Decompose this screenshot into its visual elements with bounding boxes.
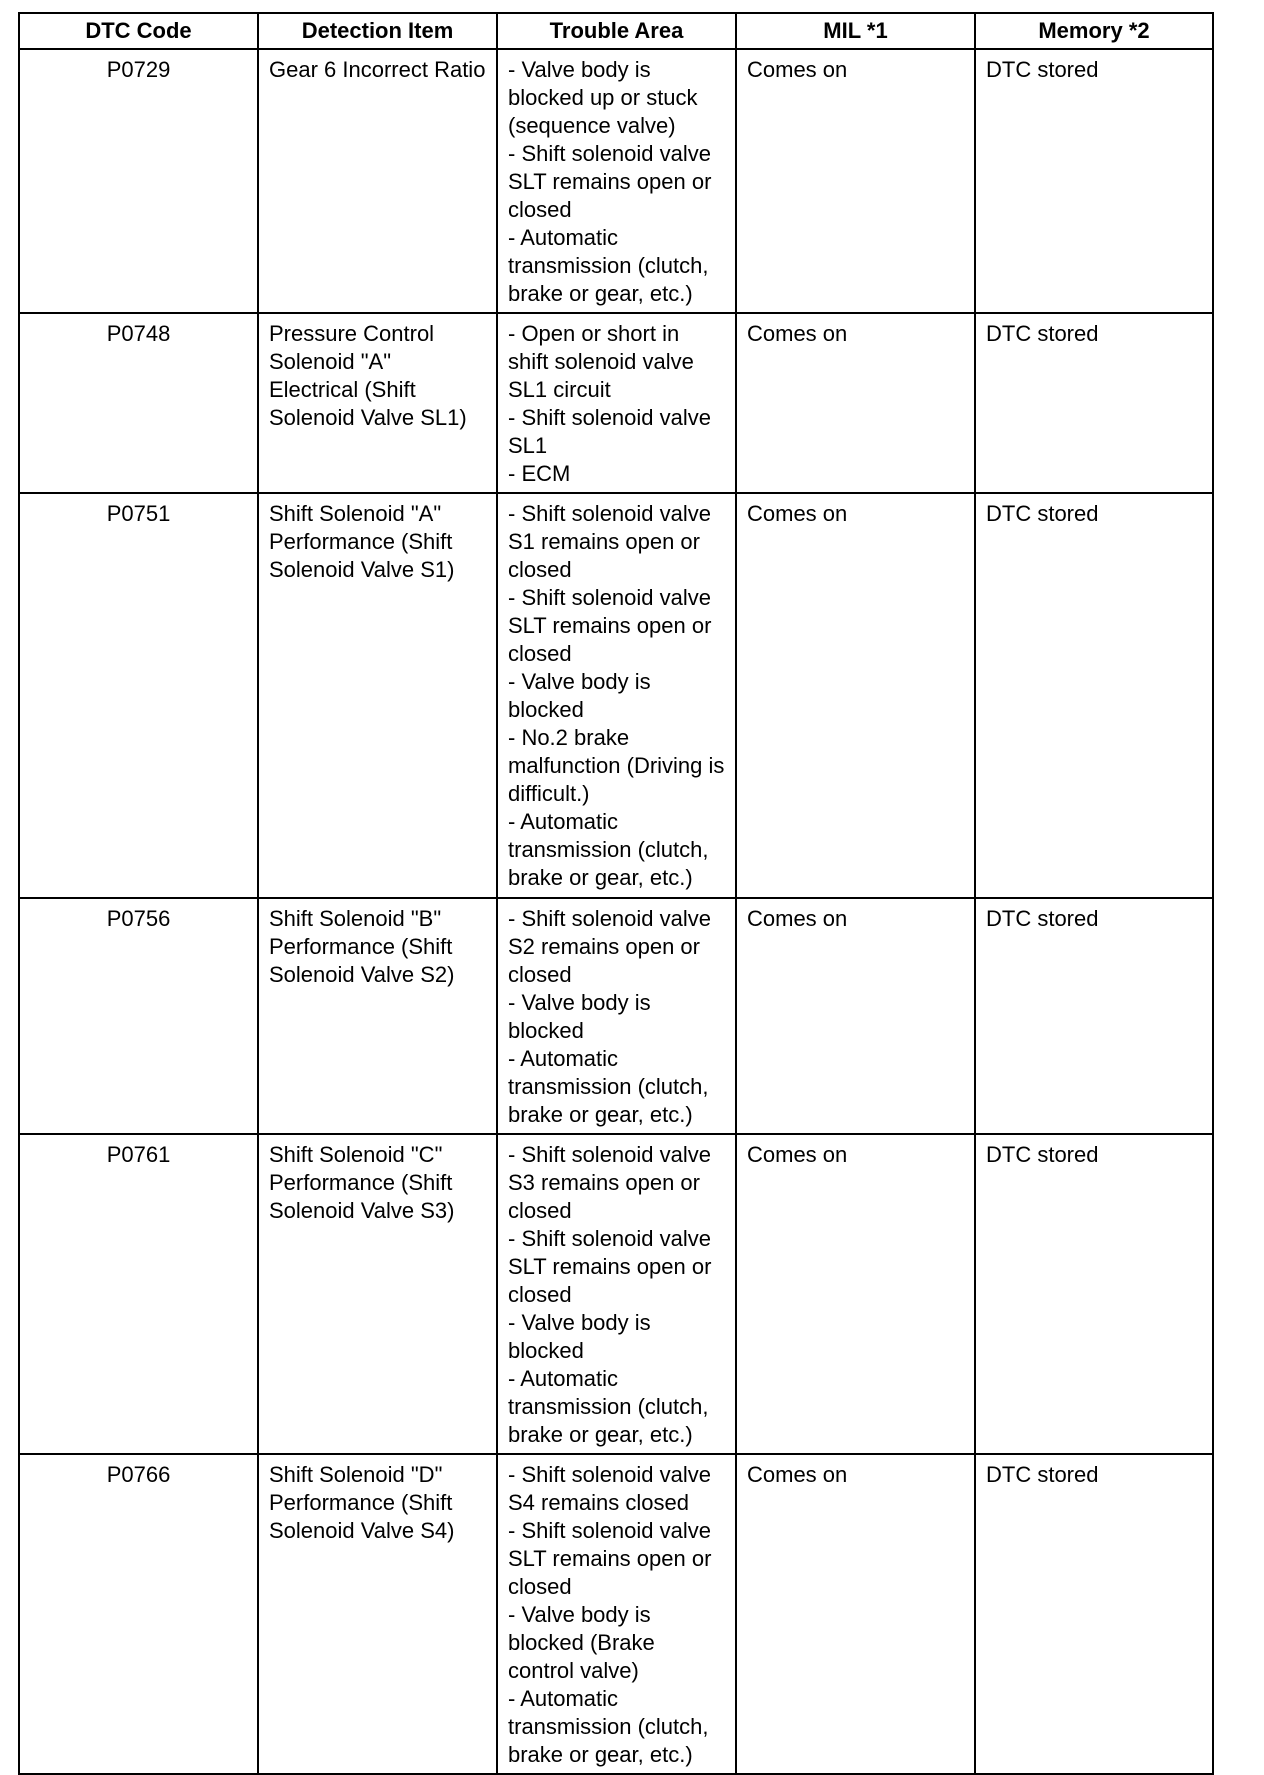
- header-mil: MIL *1: [736, 13, 975, 49]
- trouble-area-cell: [497, 493, 736, 898]
- mil-cell: Comes on: [736, 313, 975, 493]
- memory-cell: DTC stored: [975, 1454, 1213, 1774]
- trouble-area-line: - Valve body is blocked: [508, 1310, 651, 1363]
- trouble-area-line: - Shift solenoid valve SL1: [508, 405, 711, 458]
- memory-cell: DTC stored: [975, 313, 1213, 493]
- memory-cell: DTC stored: [975, 898, 1213, 1134]
- mil-cell: Comes on: [736, 1134, 975, 1454]
- table-row: [19, 493, 1213, 898]
- mil-cell: Comes on: [736, 493, 975, 898]
- trouble-area-cell: [497, 1454, 736, 1774]
- trouble-area-line: - Valve body is blocked: [508, 669, 651, 722]
- detection-item-cell: Shift Solenoid "B" Performance (Shift Solenoid Valve S2): [258, 898, 497, 1134]
- dtc-code-cell: P0748: [19, 313, 258, 493]
- header-trouble-area: Trouble Area: [497, 13, 736, 49]
- table-row: [19, 49, 1213, 313]
- table-row: [19, 1134, 1213, 1454]
- detection-item-cell: Gear 6 Incorrect Ratio: [258, 49, 497, 313]
- trouble-area-line: - Shift solenoid valve SLT remains open or closed: [508, 585, 712, 666]
- trouble-area-cell: [497, 898, 736, 1134]
- dtc-code-cell: P0761: [19, 1134, 258, 1454]
- header-detection-item: Detection Item: [258, 13, 497, 49]
- trouble-area-cell: [497, 313, 736, 493]
- trouble-area-line: - Shift solenoid valve SLT remains open or closed: [508, 141, 712, 222]
- trouble-area-line: - Shift solenoid valve S1 remains open or closed: [508, 501, 711, 582]
- trouble-area-line: - Shift solenoid valve S2 remains open or closed: [508, 906, 711, 987]
- trouble-area-line: - No.2 brake malfunction (Driving is difficult.): [508, 725, 725, 806]
- trouble-area-line: - Open or short in shift solenoid valve SL1 circuit: [508, 321, 694, 402]
- detection-item-cell: Shift Solenoid "C" Performance (Shift Solenoid Valve S3): [258, 1134, 497, 1454]
- detection-item-cell: Pressure Control Solenoid "A" Electrical (Shift Solenoid Valve SL1): [258, 313, 497, 493]
- detection-item-cell: Shift Solenoid "A" Performance (Shift Solenoid Valve S1): [258, 493, 497, 898]
- header-memory: Memory *2: [975, 13, 1213, 49]
- trouble-area-line: - Shift solenoid valve S3 remains open or closed: [508, 1142, 711, 1223]
- dtc-code-cell: P0756: [19, 898, 258, 1134]
- trouble-area-line: - ECM: [508, 461, 571, 486]
- trouble-area-line: - Shift solenoid valve S4 remains closed: [508, 1462, 711, 1515]
- dtc-code-cell: P0766: [19, 1454, 258, 1774]
- trouble-area-line: - Automatic transmission (clutch, brake or gear, etc.): [508, 1366, 709, 1447]
- dtc-code-cell: P0729: [19, 49, 258, 313]
- table-row: [19, 1454, 1213, 1774]
- trouble-area-cell: [497, 49, 736, 313]
- trouble-area-line: - Valve body is blocked: [508, 990, 651, 1043]
- dtc-code-cell: P0751: [19, 493, 258, 898]
- header-row: [19, 13, 1213, 49]
- trouble-area-line: - Automatic transmission (clutch, brake or gear, etc.): [508, 225, 709, 306]
- table-row: [19, 313, 1213, 493]
- trouble-area-line: - Automatic transmission (clutch, brake or gear, etc.): [508, 809, 709, 890]
- trouble-area-line: - Shift solenoid valve SLT remains open or closed: [508, 1226, 712, 1307]
- table-body: [19, 49, 1213, 1774]
- dtc-table: [18, 12, 1214, 1775]
- trouble-area-line: - Automatic transmission (clutch, brake or gear, etc.): [508, 1686, 709, 1767]
- mil-cell: Comes on: [736, 1454, 975, 1774]
- table-row: [19, 898, 1213, 1134]
- detection-item-cell: Shift Solenoid "D" Performance (Shift Solenoid Valve S4): [258, 1454, 497, 1774]
- header-dtc-code: DTC Code: [19, 13, 258, 49]
- mil-cell: Comes on: [736, 49, 975, 313]
- trouble-area-line: - Shift solenoid valve SLT remains open or closed: [508, 1518, 712, 1599]
- trouble-area-line: - Valve body is blocked (Brake control valve): [508, 1602, 655, 1683]
- trouble-area-line: - Valve body is blocked up or stuck (sequence valve): [508, 57, 698, 138]
- mil-cell: Comes on: [736, 898, 975, 1134]
- memory-cell: DTC stored: [975, 1134, 1213, 1454]
- trouble-area-line: - Automatic transmission (clutch, brake or gear, etc.): [508, 1046, 709, 1127]
- memory-cell: DTC stored: [975, 49, 1213, 313]
- memory-cell: DTC stored: [975, 493, 1213, 898]
- trouble-area-cell: [497, 1134, 736, 1454]
